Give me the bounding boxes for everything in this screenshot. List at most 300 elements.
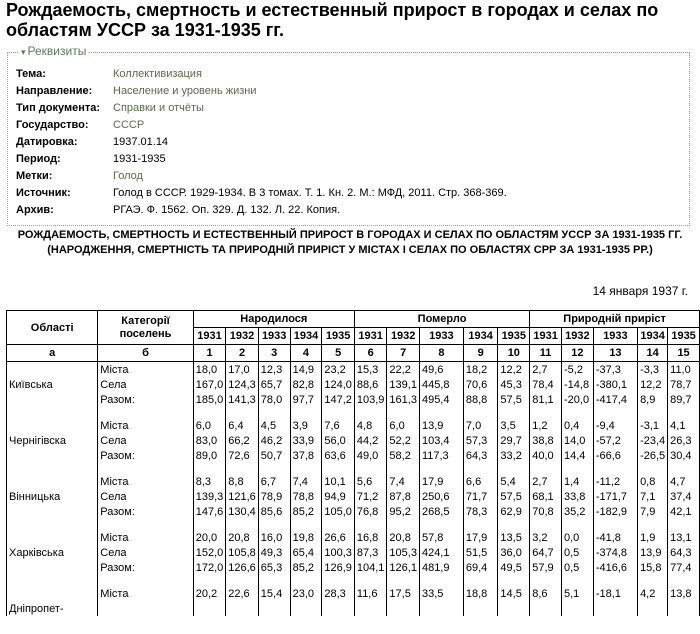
value-cell: 8,9 [638, 392, 668, 407]
value-cell: 88,6 [354, 377, 387, 392]
document-date: 14 января 1937 г. [592, 284, 688, 298]
value-cell: 14,5 [498, 586, 530, 601]
requisite-link[interactable]: Население и уровень жизни [113, 85, 257, 97]
value-cell: 70,8 [530, 504, 562, 519]
column-index: 11 [530, 345, 562, 362]
empty-cell [258, 463, 290, 474]
requisite-value: 1931-1935 [113, 153, 166, 165]
region-cell [7, 586, 98, 601]
column-index: 10 [498, 345, 530, 362]
value-cell: -9,4 [593, 418, 637, 433]
value-cell: 2,7 [530, 474, 562, 489]
empty-cell [387, 519, 420, 530]
value-cell: 13,9 [638, 545, 668, 560]
value-cell: 16,8 [354, 530, 387, 545]
value-cell: 64,7 [530, 545, 562, 560]
value-cell [387, 601, 420, 616]
region-cell: Харківська [7, 545, 98, 560]
category-cell: Міста [98, 474, 193, 489]
value-cell: 95,2 [387, 504, 420, 519]
table-row [7, 504, 700, 519]
value-cell: -14,8 [561, 377, 593, 392]
requisite-label: Тема: [16, 68, 46, 80]
requisites-panel [7, 44, 690, 226]
category-cell: Міста [98, 362, 193, 378]
value-cell: 94,9 [322, 489, 355, 504]
value-cell: 49,0 [354, 448, 387, 463]
year-header: 1933 [593, 328, 637, 345]
value-cell: 78,7 [668, 377, 700, 392]
value-cell: 45,3 [498, 377, 530, 392]
value-cell: 87,8 [387, 489, 420, 504]
value-cell: 250,6 [419, 489, 463, 504]
value-cell: 6,0 [387, 418, 420, 433]
value-cell: 147,6 [193, 504, 226, 519]
value-cell: 78,0 [258, 392, 290, 407]
value-cell: 46,2 [258, 433, 290, 448]
value-cell: 0,5 [561, 545, 593, 560]
empty-cell [193, 407, 226, 418]
value-cell: 16,0 [258, 530, 290, 545]
value-cell: 2,7 [530, 362, 562, 378]
value-cell: 71,7 [463, 489, 498, 504]
value-cell [322, 601, 355, 616]
value-cell: 14,9 [290, 362, 322, 378]
empty-cell [387, 575, 420, 586]
spacer-row [7, 575, 700, 586]
empty-cell [354, 519, 387, 530]
value-cell: 81,1 [530, 392, 562, 407]
value-cell: 49,5 [498, 560, 530, 575]
requisite-row [16, 203, 681, 217]
value-cell: 7,1 [638, 489, 668, 504]
value-cell: 52,2 [387, 433, 420, 448]
empty-cell [668, 407, 700, 418]
requisites-legend-label: Реквизиты [27, 44, 87, 58]
value-cell: 13,1 [668, 530, 700, 545]
category-cell: Міста [98, 530, 193, 545]
value-cell: 20,8 [226, 530, 259, 545]
empty-cell [419, 575, 463, 586]
value-cell: 0,8 [638, 474, 668, 489]
value-cell [463, 601, 498, 616]
requisite-row [16, 67, 681, 81]
empty-cell [193, 463, 226, 474]
empty-cell [638, 575, 668, 586]
column-index: 15 [668, 345, 700, 362]
value-cell: 445,8 [419, 377, 463, 392]
column-index: 4 [290, 345, 322, 362]
value-cell: 76,8 [354, 504, 387, 519]
value-cell: 4,8 [354, 418, 387, 433]
empty-cell [530, 519, 562, 530]
group-born-header: Народилося [193, 311, 354, 328]
value-cell: 89,0 [193, 448, 226, 463]
empty-cell [561, 519, 593, 530]
value-cell: 124,0 [322, 377, 355, 392]
requisite-label: Направление: [16, 85, 93, 97]
value-cell: 85,6 [258, 504, 290, 519]
value-cell: 18,2 [463, 362, 498, 378]
value-cell: -374,8 [593, 545, 637, 560]
table-row [7, 586, 700, 601]
category-cell: Разом: [98, 560, 193, 575]
value-cell: 66,2 [226, 433, 259, 448]
value-cell: 126,6 [226, 560, 259, 575]
table-row [7, 545, 700, 560]
table-row [7, 530, 700, 545]
empty-cell [354, 407, 387, 418]
value-cell: 26,6 [322, 530, 355, 545]
value-cell: 139,1 [387, 377, 420, 392]
empty-cell [463, 519, 498, 530]
requisite-link[interactable]: Справки и отчёты [113, 102, 204, 114]
value-cell: -3,3 [638, 362, 668, 378]
value-cell: 72,6 [226, 448, 259, 463]
value-cell: 13,9 [419, 418, 463, 433]
value-cell: -417,4 [593, 392, 637, 407]
value-cell: 18,0 [193, 362, 226, 378]
requisite-label: Период: [16, 153, 61, 165]
table-row [7, 362, 700, 378]
value-cell: -37,3 [593, 362, 637, 378]
value-cell: 85,2 [290, 560, 322, 575]
value-cell: 7,4 [387, 474, 420, 489]
value-cell: -380,1 [593, 377, 637, 392]
empty-cell [7, 463, 98, 474]
value-cell: 65,3 [258, 560, 290, 575]
value-cell: 105,3 [387, 545, 420, 560]
table-row [7, 489, 700, 504]
value-cell: 1,4 [561, 474, 593, 489]
value-cell: 6,4 [226, 418, 259, 433]
value-cell: 83,0 [193, 433, 226, 448]
value-cell [593, 601, 637, 616]
value-cell: 15,4 [258, 586, 290, 601]
value-cell: 13,5 [498, 530, 530, 545]
value-cell: 87,3 [354, 545, 387, 560]
year-header: 1932 [561, 328, 593, 345]
value-cell: 6,6 [463, 474, 498, 489]
year-header: 1934 [290, 328, 322, 345]
value-cell: 126,9 [322, 560, 355, 575]
empty-cell [387, 463, 420, 474]
requisite-label: Государство: [16, 119, 89, 131]
column-index: 12 [561, 345, 593, 362]
value-cell: 17,9 [419, 474, 463, 489]
value-cell: 20,8 [387, 530, 420, 545]
column-index: 1 [193, 345, 226, 362]
empty-cell [638, 519, 668, 530]
value-cell: 0,5 [561, 560, 593, 575]
empty-cell [322, 575, 355, 586]
empty-cell [593, 575, 637, 586]
value-cell: 40,0 [530, 448, 562, 463]
requisite-row [16, 152, 681, 166]
requisite-row [16, 186, 681, 200]
empty-cell [593, 407, 637, 418]
value-cell: -171,7 [593, 489, 637, 504]
value-cell: 70,6 [463, 377, 498, 392]
value-cell: 85,2 [290, 504, 322, 519]
value-cell: 30,4 [668, 448, 700, 463]
requisite-row [16, 84, 681, 98]
requisite-link[interactable]: Коллективизация [113, 68, 202, 80]
value-cell: 5,6 [354, 474, 387, 489]
column-index: 9 [463, 345, 498, 362]
empty-cell [668, 575, 700, 586]
empty-cell [7, 519, 98, 530]
category-cell: Села [98, 545, 193, 560]
value-cell: 4,2 [638, 586, 668, 601]
value-cell: 51,5 [463, 545, 498, 560]
value-cell: 50,7 [258, 448, 290, 463]
requisite-label: Тип документа: [16, 102, 101, 114]
empty-cell [226, 463, 259, 474]
year-header: 1935 [498, 328, 530, 345]
value-cell: 18,8 [463, 586, 498, 601]
category-cell: Разом: [98, 504, 193, 519]
value-cell: -18,1 [593, 586, 637, 601]
category-cell [98, 601, 193, 616]
value-cell: -23,4 [638, 433, 668, 448]
empty-cell [290, 519, 322, 530]
table-row [7, 377, 700, 392]
value-cell: -182,9 [593, 504, 637, 519]
value-cell: 105,8 [226, 545, 259, 560]
value-cell [530, 601, 562, 616]
table-row [7, 448, 700, 463]
column-index: 2 [226, 345, 259, 362]
value-cell: 126,1 [387, 560, 420, 575]
requisite-row [16, 135, 681, 149]
value-cell: 33,8 [561, 489, 593, 504]
value-cell [258, 601, 290, 616]
requisites-legend[interactable] [18, 44, 89, 58]
empty-cell [530, 575, 562, 586]
value-cell: 56,0 [322, 433, 355, 448]
empty-cell [419, 407, 463, 418]
empty-cell [530, 407, 562, 418]
value-cell: 17,9 [463, 530, 498, 545]
requisite-label: Источник: [16, 187, 71, 199]
value-cell: 124,3 [226, 377, 259, 392]
requisite-label: Метки: [16, 170, 53, 182]
value-cell: 23,2 [322, 362, 355, 378]
value-cell: 11,6 [354, 586, 387, 601]
empty-cell [322, 463, 355, 474]
value-cell [668, 601, 700, 616]
value-cell: 1,9 [638, 530, 668, 545]
empty-cell [98, 575, 193, 586]
value-cell: 42,1 [668, 504, 700, 519]
year-header: 1931 [193, 328, 226, 345]
value-cell: -41,8 [593, 530, 637, 545]
value-cell: 167,0 [193, 377, 226, 392]
value-cell [638, 601, 668, 616]
empty-cell [290, 407, 322, 418]
value-cell [354, 601, 387, 616]
value-cell: 0,4 [561, 418, 593, 433]
value-cell: 104,1 [354, 560, 387, 575]
value-cell: 78,3 [463, 504, 498, 519]
value-cell: 15,8 [638, 560, 668, 575]
value-cell: 14,4 [561, 448, 593, 463]
requisite-label: Архив: [16, 204, 54, 216]
column-index: 6 [354, 345, 387, 362]
value-cell: 33,9 [290, 433, 322, 448]
value-cell: 13,8 [668, 586, 700, 601]
empty-cell [226, 575, 259, 586]
empty-cell [498, 407, 530, 418]
value-cell: 152,0 [193, 545, 226, 560]
group-died-header: Померло [354, 311, 529, 328]
empty-cell [322, 519, 355, 530]
value-cell: 3,5 [498, 418, 530, 433]
value-cell: 1,2 [530, 418, 562, 433]
value-cell: 28,3 [322, 586, 355, 601]
region-cell [7, 474, 98, 489]
requisite-link[interactable]: Голод [113, 170, 143, 182]
value-cell: 0,0 [561, 530, 593, 545]
requisite-link[interactable]: СССР [113, 119, 145, 131]
value-cell: 22,2 [387, 362, 420, 378]
value-cell: -20,0 [561, 392, 593, 407]
empty-cell [638, 463, 668, 474]
value-cell: 7,0 [463, 418, 498, 433]
value-cell: 57,5 [498, 489, 530, 504]
year-header: 1935 [322, 328, 355, 345]
value-cell: 12,2 [498, 362, 530, 378]
value-cell: 11,0 [668, 362, 700, 378]
requisite-value: РГАЭ. Ф. 1562. Оп. 329. Д. 132. Л. 22. Копия. [113, 204, 341, 216]
category-cell: Села [98, 433, 193, 448]
region-cell [7, 504, 98, 519]
empty-cell [561, 575, 593, 586]
table-row [7, 418, 700, 433]
value-cell [193, 601, 226, 616]
requisite-row [16, 101, 681, 115]
empty-cell [668, 463, 700, 474]
table-row [7, 474, 700, 489]
value-cell: 38,8 [530, 433, 562, 448]
value-cell: 15,3 [354, 362, 387, 378]
region-cell [7, 418, 98, 433]
statistics-table [6, 310, 700, 616]
value-cell: 130,4 [226, 504, 259, 519]
empty-cell [7, 575, 98, 586]
category-cell: Міста [98, 586, 193, 601]
table-row [7, 433, 700, 448]
value-cell: 36,0 [498, 545, 530, 560]
empty-cell [258, 519, 290, 530]
empty-cell [290, 575, 322, 586]
category-cell: Села [98, 489, 193, 504]
value-cell: 4,1 [668, 418, 700, 433]
value-cell: 147,2 [322, 392, 355, 407]
empty-cell [258, 575, 290, 586]
page-title: Рождаемость, смертность и естественный прирост в городах и селах по областям УССР за 1931-1935 гг. [6, 0, 659, 40]
value-cell: 65,4 [290, 545, 322, 560]
empty-cell [498, 575, 530, 586]
empty-cell [638, 407, 668, 418]
year-header: 1934 [638, 328, 668, 345]
value-cell [498, 601, 530, 616]
requisite-label: Датировка: [16, 136, 78, 148]
region-cell: Київська [7, 377, 98, 392]
requisite-row [16, 118, 681, 132]
category-cell: Села [98, 377, 193, 392]
value-cell: 64,3 [463, 448, 498, 463]
value-cell: 121,6 [226, 489, 259, 504]
value-cell: 57,9 [530, 560, 562, 575]
empty-cell [530, 463, 562, 474]
empty-cell [387, 407, 420, 418]
value-cell: 49,6 [419, 362, 463, 378]
value-cell: 8,3 [193, 474, 226, 489]
value-cell: 97,7 [290, 392, 322, 407]
value-cell: 4,5 [258, 418, 290, 433]
value-cell: 88,8 [463, 392, 498, 407]
value-cell: 71,2 [354, 489, 387, 504]
empty-cell [290, 463, 322, 474]
value-cell: 89,7 [668, 392, 700, 407]
value-cell: 62,9 [498, 504, 530, 519]
value-cell: 23,0 [290, 586, 322, 601]
value-cell: 19,8 [290, 530, 322, 545]
year-header: 1932 [226, 328, 259, 345]
year-header: 1933 [258, 328, 290, 345]
value-cell: 172,0 [193, 560, 226, 575]
table-row [7, 392, 700, 407]
region-cell: Вінницька [7, 489, 98, 504]
value-cell [419, 601, 463, 616]
value-cell: 69,4 [463, 560, 498, 575]
empty-cell [419, 463, 463, 474]
spacer-row [7, 463, 700, 474]
value-cell: 37,4 [668, 489, 700, 504]
value-cell: 57,3 [463, 433, 498, 448]
value-cell: 6,0 [193, 418, 226, 433]
column-index: 14 [638, 345, 668, 362]
empty-cell [98, 463, 193, 474]
column-index: 5 [322, 345, 355, 362]
empty-cell [98, 407, 193, 418]
value-cell: 3,2 [530, 530, 562, 545]
value-cell: 33,2 [498, 448, 530, 463]
value-cell: 78,4 [530, 377, 562, 392]
value-cell: 29,7 [498, 433, 530, 448]
empty-cell [561, 407, 593, 418]
value-cell: 185,0 [193, 392, 226, 407]
value-cell: 17,0 [226, 362, 259, 378]
spacer-row [7, 519, 700, 530]
value-cell: 49,3 [258, 545, 290, 560]
value-cell: 37,8 [290, 448, 322, 463]
value-cell: 77,4 [668, 560, 700, 575]
col-region-header: Області [7, 311, 98, 345]
column-index: а [7, 345, 98, 362]
value-cell: -3,1 [638, 418, 668, 433]
requisite-row [16, 169, 681, 183]
column-index: 13 [593, 345, 637, 362]
value-cell: 26,3 [668, 433, 700, 448]
empty-cell [193, 575, 226, 586]
empty-cell [226, 407, 259, 418]
value-cell: 139,3 [193, 489, 226, 504]
column-index: 8 [419, 345, 463, 362]
value-cell: 141,3 [226, 392, 259, 407]
